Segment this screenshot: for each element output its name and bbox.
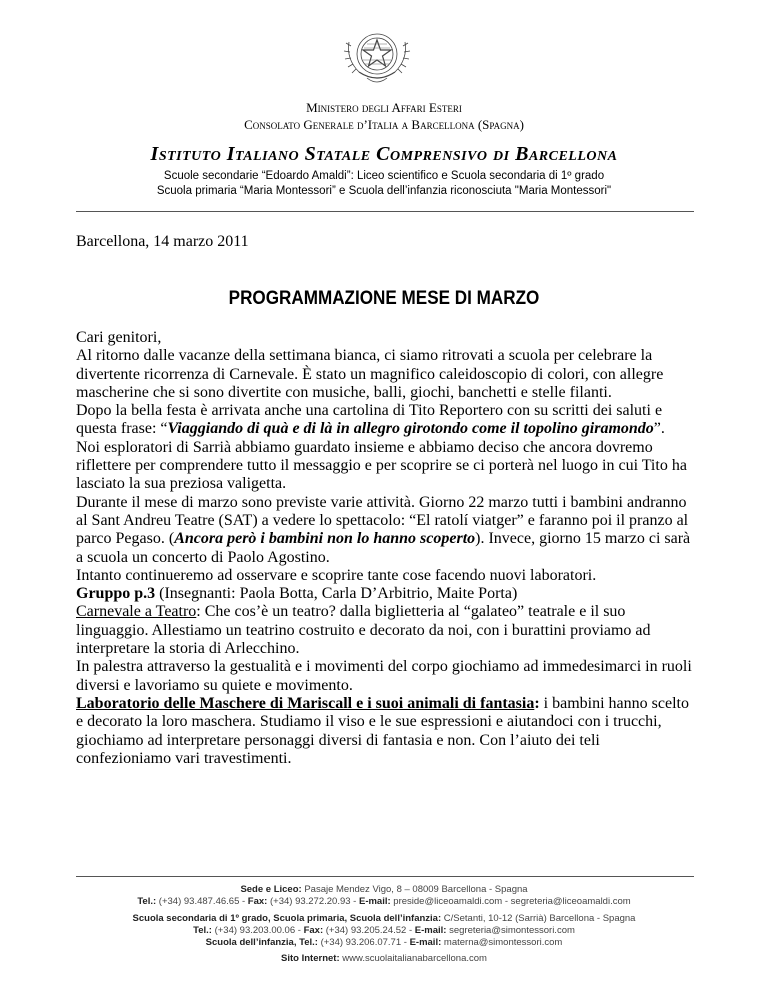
postcard-text-end: ”.: [653, 420, 665, 438]
infanzia-tel: (+34) 93.206.07.71 -: [317, 937, 410, 948]
fax-label: Fax:: [247, 896, 268, 907]
paragraph-explorers: Noi esploratori di Sarrià abbiamo guardato insieme e abbiamo deciso che ancora dovremo riflettere per comprendere tutto il messaggio e per scoprire se ci porterà nel luogo in cui Tito ha lasciato la sua preziosa valigetta.: [76, 438, 687, 493]
letter-date: Barcellona, 14 marzo 2011: [76, 233, 249, 250]
email-label: E-mail:: [414, 925, 447, 936]
website-label: Sito Internet:: [281, 953, 340, 964]
tel-value: (+34) 93.487.46.65 -: [156, 896, 248, 907]
activities-text-end: ). Invece, giorno 15 marzo ci sarà a scuola un concerto di Paolo Agostino.: [76, 530, 691, 566]
page-title: PROGRAMMAZIONE MESE DI MARZO: [228, 288, 540, 309]
schools-line-2: Scuola primaria “Maria Montessori” e Scuola dell’infanzia riconosciuta "Maria Montessori": [156, 185, 612, 197]
postcard-quote: Viaggiando di quà e di là in allegro girotondo come il topolino giramondo: [167, 420, 654, 438]
masks-colon: :: [534, 694, 540, 712]
paragraph-labs: Intanto continueremo ad osservare e scoprire tante cose facendo nuovi laboratori.: [76, 566, 597, 584]
tel-label: Tel.:: [137, 896, 157, 907]
footer-seat-contacts: [0, 896, 768, 907]
institute-title: Istituto Italiano Statale Comprensivo di Barcellona: [150, 143, 618, 165]
website-link[interactable]: www.scuolaitalianabarcellona.com: [339, 953, 487, 964]
schools-label: Scuola secondaria di 1º grado, Scuola primaria, Scuola dell’infanzia:: [132, 913, 442, 924]
infanzia-label: Scuola dell’infanzia, Tel.:: [205, 937, 318, 948]
paragraph-masks: [76, 695, 696, 768]
footer-schools-contacts: [0, 925, 768, 936]
schools-address: C/Setanti, 10-12 (Sarrià) Barcellona - Spagna: [441, 913, 636, 924]
group-label: Gruppo p.3: [76, 585, 156, 603]
fax-value: (+34) 93.272.20.93 -: [267, 896, 359, 907]
paragraph-gym: In palestra attraverso la gestualità e i movimenti del corpo giochiamo ad immedesimarci in ruoli diversi e lavoriamo su quiete e movimento.: [76, 658, 692, 694]
consulate-name: Consolato Generale d’Italia a Barcellona (Spagna): [244, 117, 524, 132]
seat-label: Sede e Liceo:: [240, 884, 302, 895]
group-line: [76, 585, 696, 603]
theatre-label: Carnevale a Teatro: [76, 603, 197, 621]
footer-schools: [0, 913, 768, 924]
schools-line-1: Scuole secondarie “Edoardo Amaldi”: Liceo scientifico e Scuola secondaria di 1º grado: [163, 170, 605, 182]
fax-label: Fax:: [303, 925, 324, 936]
email-label: E-mail:: [409, 937, 442, 948]
activities-text: Durante il mese di marzo sono previste varie attività. Giorno 22 marzo tutti i bambini andranno al Sant Andreu Teatre (SAT) a vedere lo spettacolo: “El ratolí viatger” e faranno poi il pranzo al parco Pegaso. (: [76, 493, 689, 548]
theatre-text: : Che cos’è un teatro? dalla biglietteria al “galateo” teatrale e il suo linguaggio. Allestiamo un teatrino costruito e decorato da noi, con i burattini proviamo ad interpretare la storia di Arlecchino.: [76, 603, 651, 658]
letter-body: [76, 329, 696, 768]
email-value: materna@simontessori.com: [441, 937, 563, 948]
footer-divider: [76, 876, 694, 877]
header-divider: [76, 211, 694, 212]
greeting: Cari genitori,: [76, 329, 162, 346]
fax-value: (+34) 93.205.24.52 -: [323, 925, 415, 936]
postcard-text: Dopo la bella festa è arrivata anche una cartolina di Tito Reportero con su scritti dei saluti e questa frase: “: [76, 402, 663, 438]
tel-value: (+34) 93.203.00.06 -: [211, 925, 304, 936]
paragraph-theatre: [76, 603, 696, 658]
tel-label: Tel.:: [193, 925, 212, 936]
italian-republic-emblem-icon: [337, 20, 417, 92]
ministry-name: Ministero degli Affari Esteri: [306, 100, 462, 115]
footer-infanzia: [0, 937, 768, 948]
footer-seat: [0, 884, 768, 895]
paragraph-activities: [76, 494, 696, 567]
email-value: segreteria@simontessori.com: [446, 925, 575, 936]
seat-address: Pasaje Mendez Vigo, 8 – 08009 Barcellona - Spagna: [301, 884, 528, 895]
masks-text: i bambini hanno scelto e decorato la loro maschera. Studiamo il viso e le sue espressioni e aiutandoci con i trucchi, giochiamo ad interpretare personaggi diversi di fantasia e non. Con l’aiuto dei teli confezioniamo vari travestimenti.: [76, 694, 689, 767]
footer-website: [0, 953, 768, 964]
group-teachers: (Insegnanti: Paola Botta, Carla D’Arbitrio, Maite Porta): [155, 585, 518, 603]
email-value: preside@liceoamaldi.com - segreteria@liceoamaldi.com: [390, 896, 631, 907]
masks-label: Laboratorio delle Maschere di Mariscall e i suoi animali di fantasia: [76, 694, 535, 712]
email-label: E-mail:: [358, 896, 391, 907]
paragraph-postcard: [76, 402, 696, 439]
paragraph-carnival: Al ritorno dalle vacanze della settimana bianca, ci siamo ritrovati a scuola per celebrare la divertente ricorrenza di Carnevale. È stato un magnifico caleidoscopio di colori, con allegre mascherine che si sono divertite con musiche, balli, giochi, banchetti e stelle filanti.: [76, 347, 664, 401]
activities-note: Ancora però i bambini non lo hanno scoperto: [174, 530, 476, 548]
